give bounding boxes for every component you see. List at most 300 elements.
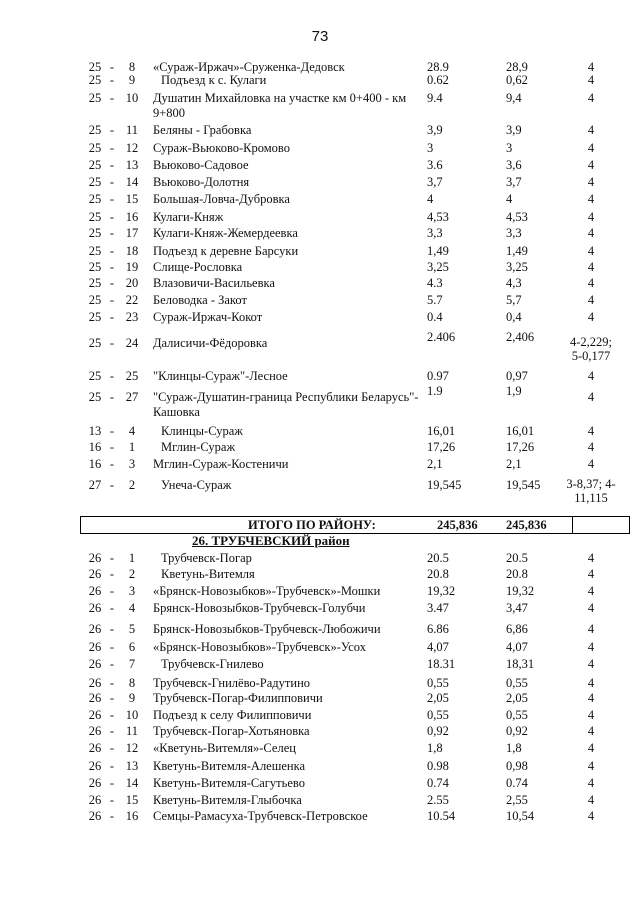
road-name: Унеча-Сураж	[161, 478, 232, 492]
table-row	[72, 776, 632, 791]
road-district-code: 26	[88, 640, 102, 654]
road-category: 4	[587, 676, 595, 690]
road-length-paved: 0,55	[506, 676, 528, 690]
total-value-1: 245,836	[437, 518, 478, 532]
road-number: 14	[125, 175, 139, 189]
table-row	[72, 73, 632, 88]
road-name: Кулаги-Княж	[153, 210, 224, 224]
road-name: Брянск-Новозыбков-Трубчевск-Любожичи	[153, 622, 381, 636]
road-district-code: 26	[88, 793, 102, 807]
road-length-paved: 0,92	[506, 724, 528, 738]
road-number: 9	[128, 73, 136, 87]
road-length: 1,49	[427, 244, 449, 258]
table-row	[72, 440, 632, 455]
table-row	[72, 741, 632, 756]
road-number: 15	[125, 793, 139, 807]
road-length: 20.8	[427, 567, 449, 581]
road-number: 13	[125, 158, 139, 172]
road-length: 5.7	[427, 293, 443, 307]
road-length-paved: 2,1	[506, 457, 522, 471]
road-name: Сураж-Иржач-Кокот	[153, 310, 263, 324]
road-number: 3	[128, 584, 136, 598]
road-name: Трубчевск-Погар	[161, 551, 252, 565]
road-district-code: 26	[88, 809, 102, 823]
road-name: «Кветунь-Витемля»-Селец	[153, 741, 296, 755]
road-length: 0.62	[427, 73, 449, 87]
road-length-paved: 3	[506, 141, 513, 155]
road-name: «Брянск-Новозыбков»-Трубчевск»-Мошки	[153, 584, 381, 598]
road-length-paved: 10,54	[506, 809, 535, 823]
road-category: 4	[587, 741, 595, 755]
district-total-row	[80, 516, 630, 534]
dash-separator: -	[109, 708, 115, 722]
road-number: 15	[125, 192, 139, 206]
road-length-paved: 20.5	[506, 551, 528, 565]
road-length: 3,25	[427, 260, 449, 274]
road-district-code: 26	[88, 657, 102, 671]
road-length-paved: 19,32	[506, 584, 535, 598]
road-district-code: 25	[88, 276, 102, 290]
road-length: 3	[427, 141, 434, 155]
road-district-code: 26	[88, 724, 102, 738]
road-number: 4	[128, 424, 136, 438]
road-length-paved: 1,49	[506, 244, 528, 258]
road-category: 4	[587, 724, 595, 738]
road-length-paved: 3,47	[506, 601, 528, 615]
road-length-paved: 3,7	[506, 175, 522, 189]
road-category: 4	[587, 210, 595, 224]
road-length: 9.4	[427, 91, 443, 105]
dash-separator: -	[109, 691, 115, 705]
road-district-code: 25	[88, 123, 102, 137]
road-category: 4	[587, 551, 595, 565]
dash-separator: -	[109, 724, 115, 738]
road-number: 17	[125, 226, 139, 240]
road-category: 4	[587, 640, 595, 654]
road-district-code: 16	[88, 457, 102, 471]
road-category: 4	[587, 141, 595, 155]
road-name: Мглин-Сураж	[161, 440, 236, 454]
dash-separator: -	[109, 390, 115, 404]
road-category: 4	[587, 369, 595, 383]
road-district-code: 26	[88, 601, 102, 615]
road-category: 4	[587, 457, 595, 471]
road-category: 4	[587, 759, 595, 773]
road-district-code: 26	[88, 691, 102, 705]
table-row	[72, 158, 632, 173]
table-row	[72, 793, 632, 808]
road-length: 3.47	[427, 601, 449, 615]
dash-separator: -	[109, 73, 115, 87]
dash-separator: -	[109, 60, 115, 74]
road-number: 12	[125, 141, 139, 155]
road-length-paved: 0,98	[506, 759, 528, 773]
dash-separator: -	[109, 91, 115, 105]
table-row	[72, 330, 632, 366]
road-district-code: 26	[88, 551, 102, 565]
road-district-code: 26	[88, 584, 102, 598]
road-name: Подъезд к деревне Барсуки	[153, 244, 299, 258]
dash-separator: -	[109, 158, 115, 172]
road-district-code: 25	[88, 336, 102, 350]
road-district-code: 25	[88, 210, 102, 224]
table-row	[72, 691, 632, 706]
road-category: 4	[587, 657, 595, 671]
dash-separator: -	[109, 657, 115, 671]
road-number: 23	[125, 310, 139, 324]
road-length-paved: 0,55	[506, 708, 528, 722]
total-value-2: 245,836	[506, 518, 547, 532]
section-title: 26. ТРУБЧЕВСКИЙ район	[192, 533, 350, 548]
road-number: 24	[125, 336, 139, 350]
road-length: 10.54	[427, 809, 456, 823]
road-length: 4.3	[427, 276, 443, 290]
road-district-code: 26	[88, 776, 102, 790]
road-category: 4	[587, 776, 595, 790]
table-row	[72, 724, 632, 739]
road-district-code: 13	[88, 424, 102, 438]
road-length-paved: 2,55	[506, 793, 528, 807]
road-district-code: 25	[88, 369, 102, 383]
table-row	[72, 551, 632, 566]
road-district-code: 25	[88, 390, 102, 404]
road-number: 5	[128, 622, 136, 636]
table-row	[72, 260, 632, 275]
dash-separator: -	[109, 809, 115, 823]
table-row	[72, 91, 632, 121]
table-row	[72, 123, 632, 138]
road-length: 3,7	[427, 175, 443, 189]
road-length-paved: 28,9	[506, 60, 528, 74]
road-district-code: 25	[88, 260, 102, 274]
road-number: 16	[125, 210, 139, 224]
road-category: 4	[587, 622, 595, 636]
dash-separator: -	[109, 776, 115, 790]
road-category: 4	[587, 424, 595, 438]
road-category: 4	[587, 567, 595, 581]
road-district-code: 26	[88, 567, 102, 581]
road-number: 20	[125, 276, 139, 290]
dash-separator: -	[109, 601, 115, 615]
road-length: 3.6	[427, 158, 443, 172]
road-length: 2.55	[427, 793, 449, 807]
road-number: 2	[128, 478, 136, 492]
road-length: 3,3	[427, 226, 443, 240]
dash-separator: -	[109, 622, 115, 636]
road-name: Беляны - Грабовка	[153, 123, 252, 137]
road-name: Слище-Рословка	[153, 260, 243, 274]
road-district-code: 25	[88, 175, 102, 189]
road-length: 4	[427, 192, 434, 206]
road-name: "Клинцы-Сураж"-Лесное	[153, 369, 288, 383]
road-length-paved: 4,3	[506, 276, 522, 290]
road-name: "Сураж-Душатин-граница Республики Беларусь"-Кашовка	[153, 390, 419, 419]
road-district-code: 25	[88, 310, 102, 324]
table-row	[72, 640, 632, 655]
road-length-paved: 4	[506, 192, 513, 206]
road-name: «Брянск-Новозыбков»-Трубчевск»-Усох	[153, 640, 366, 654]
road-length-paved: 0,97	[506, 369, 528, 383]
road-length-paved: 2,05	[506, 691, 528, 705]
road-number: 18	[125, 244, 139, 258]
road-district-code: 25	[88, 60, 102, 74]
dash-separator: -	[109, 759, 115, 773]
road-length-paved: 1,9	[506, 384, 522, 398]
road-length-paved: 17,26	[506, 440, 535, 454]
table-row	[72, 457, 632, 472]
road-category: 4	[587, 310, 595, 324]
road-name: Вьюково-Садовое	[153, 158, 249, 172]
table-row	[72, 424, 632, 439]
road-category: 4	[587, 793, 595, 807]
road-length-paved: 4,07	[506, 640, 528, 654]
road-category: 4	[587, 584, 595, 598]
road-category: 4	[587, 244, 595, 258]
road-length: 18.31	[427, 657, 456, 671]
road-category: 4	[587, 708, 595, 722]
road-category: 4	[587, 691, 595, 705]
road-length-paved: 16,01	[506, 424, 535, 438]
road-length-paved: 2,406	[506, 330, 535, 344]
road-number: 14	[125, 776, 139, 790]
table-row	[72, 226, 632, 241]
road-district-code: 16	[88, 440, 102, 454]
road-length: 20.5	[427, 551, 449, 565]
table-row	[72, 584, 632, 599]
total-label: ИТОГО ПО РАЙОНУ:	[248, 518, 376, 532]
road-length: 1.9	[427, 384, 443, 398]
road-name: Вьюково-Долотня	[153, 175, 250, 189]
dash-separator: -	[109, 584, 115, 598]
road-number: 3	[128, 457, 136, 471]
dash-separator: -	[109, 276, 115, 290]
road-length: 19,545	[427, 478, 462, 492]
road-name: «Сураж-Иржач»-Сруженка-Дедовск	[153, 60, 345, 74]
dash-separator: -	[109, 457, 115, 471]
road-district-code: 25	[88, 192, 102, 206]
road-length-paved: 4,53	[506, 210, 528, 224]
road-length: 6.86	[427, 622, 449, 636]
road-length-paved: 3,6	[506, 158, 522, 172]
road-name: Беловодка - Закот	[153, 293, 247, 307]
road-length: 0,55	[427, 676, 449, 690]
dash-separator: -	[109, 793, 115, 807]
table-row	[72, 192, 632, 207]
table-row	[72, 369, 632, 384]
road-number: 16	[125, 809, 139, 823]
road-length-paved: 3,3	[506, 226, 522, 240]
road-district-code: 25	[88, 73, 102, 87]
table-row	[72, 293, 632, 308]
road-number: 27	[125, 390, 139, 404]
road-district-code: 25	[88, 226, 102, 240]
road-number: 10	[125, 708, 139, 722]
table-row	[72, 244, 632, 259]
road-name: Брянск-Новозыбков-Трубчевск-Голубчи	[153, 601, 366, 615]
road-number: 2	[128, 567, 136, 581]
road-name: Душатин Михайловка на участке км 0+400 - км 9+800	[153, 91, 407, 120]
table-row	[72, 809, 632, 824]
road-name: Трубчевск-Гнилёво-Радутино	[153, 676, 311, 690]
dash-separator: -	[109, 440, 115, 454]
table-row	[72, 708, 632, 723]
road-name: Сураж-Вьюково-Кромово	[153, 141, 290, 155]
road-district-code: 26	[88, 676, 102, 690]
road-number: 13	[125, 759, 139, 773]
road-number: 4	[128, 601, 136, 615]
dash-separator: -	[109, 123, 115, 137]
road-name: Большая-Ловча-Дубровка	[153, 192, 290, 206]
road-length-paved: 20.8	[506, 567, 528, 581]
road-length: 4,53	[427, 210, 449, 224]
road-length: 3,9	[427, 123, 443, 137]
road-category: 4	[587, 601, 595, 615]
road-length: 0.97	[427, 369, 449, 383]
table-row	[72, 657, 632, 672]
road-district-code: 25	[88, 91, 102, 105]
road-district-code: 25	[88, 293, 102, 307]
road-name: Мглин-Сураж-Костеничи	[153, 457, 289, 471]
road-name: Кветунь-Витемля-Алешенка	[153, 759, 306, 773]
road-category: 4	[587, 123, 595, 137]
road-district-code: 25	[88, 158, 102, 172]
road-category: 4	[587, 276, 595, 290]
dash-separator: -	[109, 244, 115, 258]
table-row	[72, 601, 632, 616]
dash-separator: -	[109, 640, 115, 654]
table-row	[72, 384, 632, 420]
road-category: 4	[587, 60, 595, 74]
road-category: 4	[587, 809, 595, 823]
dash-separator: -	[109, 293, 115, 307]
road-number: 7	[128, 657, 136, 671]
road-length-paved: 19,545	[506, 478, 541, 492]
road-length: 0.4	[427, 310, 443, 324]
road-number: 11	[125, 123, 139, 137]
road-length-paved: 0.74	[506, 776, 528, 790]
road-name: Семцы-Рамасуха-Трубчевск-Петровское	[153, 809, 368, 823]
table-row	[72, 276, 632, 291]
road-number: 8	[128, 676, 136, 690]
road-name: Подъезд к с. Кулаги	[161, 73, 267, 87]
road-name: Трубчевск-Гнилево	[161, 657, 264, 671]
table-row	[72, 478, 632, 508]
road-name: Трубчевск-Погар-Хотьяновка	[153, 724, 310, 738]
road-length-paved: 6,86	[506, 622, 528, 636]
dash-separator: -	[109, 141, 115, 155]
road-length: 16,01	[427, 424, 456, 438]
road-number: 25	[125, 369, 139, 383]
road-name: Клинцы-Сураж	[161, 424, 243, 438]
road-number: 10	[125, 91, 139, 105]
road-number: 19	[125, 260, 139, 274]
road-category: 3-8,37; 4-11,115	[566, 477, 616, 505]
table-row	[72, 567, 632, 582]
dash-separator: -	[109, 551, 115, 565]
dash-separator: -	[109, 226, 115, 240]
road-category: 4	[587, 293, 595, 307]
road-district-code: 26	[88, 622, 102, 636]
road-number: 22	[125, 293, 139, 307]
road-length: 2,05	[427, 691, 449, 705]
dash-separator: -	[109, 424, 115, 438]
page-number: 73	[311, 28, 329, 45]
road-length: 1,8	[427, 741, 443, 755]
dash-separator: -	[109, 175, 115, 189]
road-length: 0.98	[427, 759, 449, 773]
road-category: 4	[587, 440, 595, 454]
road-category: 4	[587, 192, 595, 206]
road-length: 2,1	[427, 457, 443, 471]
road-length: 19,32	[427, 584, 456, 598]
road-district-code: 26	[88, 708, 102, 722]
road-name: Влазовичи-Васильевка	[153, 276, 275, 290]
road-category: 4-2,229; 5-0,177	[569, 335, 612, 363]
road-name: Кветунь-Витемля-Сагутьево	[153, 776, 305, 790]
road-district-code: 26	[88, 741, 102, 755]
road-category: 4	[587, 226, 595, 240]
road-length: 0.74	[427, 776, 449, 790]
dash-separator: -	[109, 210, 115, 224]
dash-separator: -	[109, 192, 115, 206]
table-row	[72, 759, 632, 774]
road-district-code: 25	[88, 141, 102, 155]
dash-separator: -	[109, 676, 115, 690]
road-category: 4	[587, 91, 595, 105]
road-length-paved: 0,4	[506, 310, 522, 324]
road-length-paved: 3,25	[506, 260, 528, 274]
road-length-paved: 5,7	[506, 293, 522, 307]
road-length: 4,07	[427, 640, 449, 654]
dash-separator: -	[109, 369, 115, 383]
dash-separator: -	[109, 336, 115, 350]
road-length: 0,92	[427, 724, 449, 738]
dash-separator: -	[109, 567, 115, 581]
dash-separator: -	[109, 310, 115, 324]
road-name: Кветунь-Витемля-Глыбочка	[153, 793, 302, 807]
table-row	[72, 175, 632, 190]
road-district-code: 25	[88, 244, 102, 258]
road-number: 8	[128, 60, 136, 74]
table-row	[72, 210, 632, 225]
dash-separator: -	[109, 260, 115, 274]
road-category: 4	[587, 175, 595, 189]
road-number: 6	[128, 640, 136, 654]
road-name: Далисичи-Фёдоровка	[153, 336, 268, 350]
table-row	[72, 622, 632, 637]
road-name: Подъезд к селу Филипповичи	[153, 708, 312, 722]
road-district-code: 27	[88, 478, 102, 492]
dash-separator: -	[109, 741, 115, 755]
road-category: 4	[587, 158, 595, 172]
road-number: 1	[128, 551, 136, 565]
table-row	[72, 676, 632, 691]
road-length-paved: 18,31	[506, 657, 535, 671]
road-name: Трубчевск-Погар-Филипповичи	[153, 691, 323, 705]
road-name: Кулаги-Княж-Жемердеевка	[153, 226, 298, 240]
road-length-paved: 0,62	[506, 73, 528, 87]
road-length: 2.406	[427, 330, 456, 344]
road-district-code: 26	[88, 759, 102, 773]
road-length-paved: 3,9	[506, 123, 522, 137]
road-length: 17,26	[427, 440, 456, 454]
road-category: 4	[587, 390, 595, 404]
road-number: 12	[125, 741, 139, 755]
road-category: 4	[587, 260, 595, 274]
dash-separator: -	[109, 478, 115, 492]
road-length: 28.9	[427, 60, 449, 74]
road-length-paved: 1,8	[506, 741, 522, 755]
